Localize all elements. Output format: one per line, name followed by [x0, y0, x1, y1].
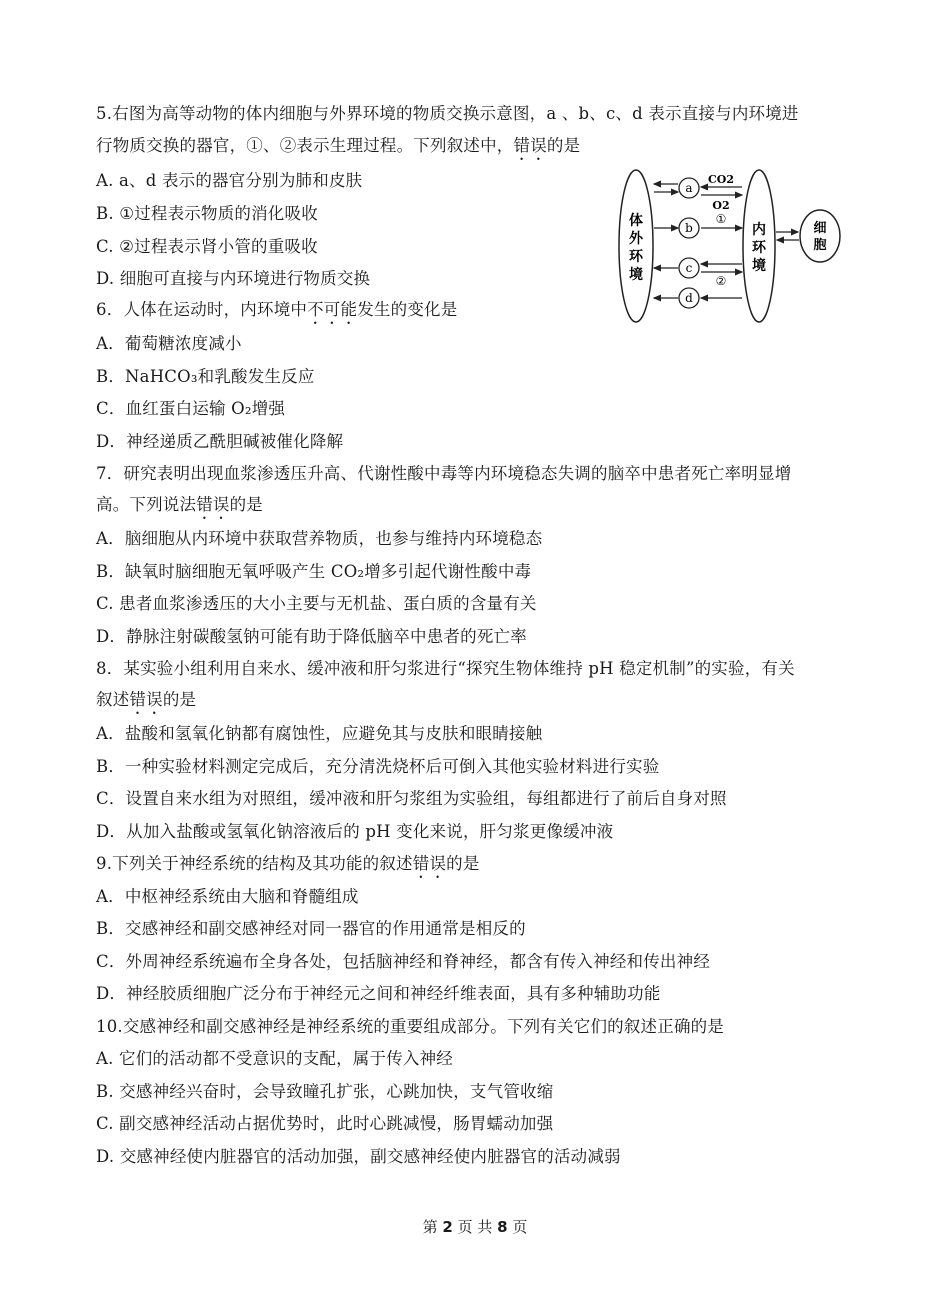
cell-ellipse — [800, 210, 840, 262]
q9-stem: 9.下列关于神经系统的结构及其功能的叙述错误的是 — [96, 854, 480, 873]
q8-option-c: C．设置自来水组为对照组，缓冲液和肝匀浆组为实验组，每组都进行了前后自身对照 — [96, 789, 727, 808]
process-2-label: ② — [715, 274, 727, 288]
q8-stem-line1: 8．某实验小组利用自来水、缓冲液和肝匀浆进行“探究生物体维持 pH 稳定机制”的实验，有关 — [96, 659, 795, 678]
q10-option-d: D. 交感神经使内脏器官的活动加强，副交感神经使内脏器官的活动减弱 — [96, 1147, 621, 1166]
q8-option-d: D．从加入盐酸或氢氧化钠溶液后的 pH 变化来说，肝匀浆更像缓冲液 — [96, 822, 614, 841]
q5-option-b: B. ①过程表示物质的消化吸收 — [96, 204, 318, 223]
page-footer: 第 2 页 共 8 页 — [422, 1218, 528, 1236]
svg-text:c: c — [685, 261, 693, 275]
q8-option-a: A．盐酸和氢氧化钠都有腐蚀性，应避免其与皮肤和眼睛接触 — [96, 724, 543, 743]
q10-option-a: A. 它们的活动都不受意识的支配，属于传入神经 — [96, 1049, 454, 1068]
o2-label: O2 — [712, 199, 730, 212]
inner-label-2: 环 — [752, 240, 766, 256]
svg-text:d: d — [685, 291, 693, 305]
q5-stem-line1: 5.右图为高等动物的体内细胞与外界环境的物质交换示意图，a 、b、c、d 表示直接与内环境进 — [96, 104, 799, 123]
q8-option-b: B．一种实验材料测定完成后，充分清洗烧杯后可倒入其他实验材料进行实验 — [96, 757, 660, 776]
co2-label: CO2 — [708, 173, 734, 186]
cell-label-1: 细 — [813, 221, 827, 236]
q6-stem: 6．人体在运动时，内环境中不可能发生的变化是 — [96, 300, 458, 319]
q9-option-c: C．外周神经系统遍布全身各处，包括脑神经和脊神经，都含有传入神经和传出神经 — [96, 952, 711, 971]
q9-option-a: A．中枢神经系统由大脑和脊髓组成 — [96, 887, 359, 906]
q10-option-b: B. 交感神经兴奋时，会导致瞳孔扩张，心跳加快，支气管收缩 — [96, 1082, 554, 1101]
q5-option-d: D. 细胞可直接与内环境进行物质交换 — [96, 269, 371, 288]
emphasis-text: 不可能 — [307, 300, 358, 319]
q6-option-d: D．神经递质乙酰胆碱被催化降解 — [96, 432, 344, 451]
outside-label-3: 环 — [629, 249, 643, 265]
q9-option-b: B．交感神经和副交感神经对同一器官的作用通常是相反的 — [96, 919, 526, 938]
emphasis-text: 错误 — [513, 136, 547, 155]
q5-stem-line2: 行物质交换的器官，①、②表示生理过程。下列叙述中，错误的是 — [96, 136, 581, 155]
exchange-diagram — [612, 168, 842, 324]
q7-stem-line2: 高。下列说法错误的是 — [96, 495, 264, 514]
q7-stem-line1: 7．研究表明出现血浆渗透压升高、代谢性酸中毒等内环境稳态失调的脑卒中患者死亡率明显增 — [96, 464, 792, 483]
inner-label-3: 境 — [752, 258, 766, 274]
q10-option-c: C. 副交感神经活动占据优势时，此时心跳减慢，肠胃蠕动加强 — [96, 1114, 554, 1133]
inner-label-1: 内 — [752, 222, 766, 238]
q6-option-b: B．NaHCO₃和乳酸发生反应 — [96, 367, 315, 386]
q7-option-c: C. 患者血浆渗透压的大小主要与无机盐、蛋白质的含量有关 — [96, 594, 537, 613]
cell-label-2: 胞 — [813, 238, 827, 253]
q10-stem: 10.交感神经和副交感神经是神经系统的重要组成部分。下列有关它们的叙述正确的是 — [96, 1017, 725, 1036]
svg-text:b: b — [685, 221, 693, 235]
q7-option-d: D．静脉注射碳酸氢钠可能有助于降低脑卒中患者的死亡率 — [96, 627, 527, 646]
outside-label-2: 外 — [629, 231, 643, 247]
q6-option-c: C．血红蛋白运输 O₂增强 — [96, 399, 286, 418]
q5-option-a: A. a、d 表示的器官分别为肺和皮肤 — [96, 171, 363, 190]
emphasis-text: 错误 — [196, 495, 230, 514]
page-number: 2 — [442, 1218, 453, 1236]
q5-option-c: C. ②过程表示肾小管的重吸收 — [96, 237, 318, 256]
q6-option-a: A．葡萄糖浓度减小 — [96, 334, 242, 353]
emphasis-text: 错误 — [129, 690, 163, 709]
q7-option-a: A．脑细胞从内环境中获取营养物质，也参与维持内环境稳态 — [96, 529, 543, 548]
q9-option-d: D．神经胶质细胞广泛分布于神经元之间和神经纤维表面，具有多种辅助功能 — [96, 984, 661, 1003]
outside-label-4: 境 — [629, 267, 643, 283]
svg-text:a: a — [685, 181, 693, 195]
page-total: 8 — [497, 1218, 508, 1236]
emphasis-text: 错误 — [412, 854, 447, 873]
q7-option-b: B．缺氧时脑细胞无氧呼吸产生 CO₂增多引起代谢性酸中毒 — [96, 562, 532, 581]
outside-label-1: 体 — [629, 213, 643, 229]
q8-stem-line2: 叙述错误的是 — [96, 690, 197, 709]
process-1-label: ① — [715, 212, 727, 226]
